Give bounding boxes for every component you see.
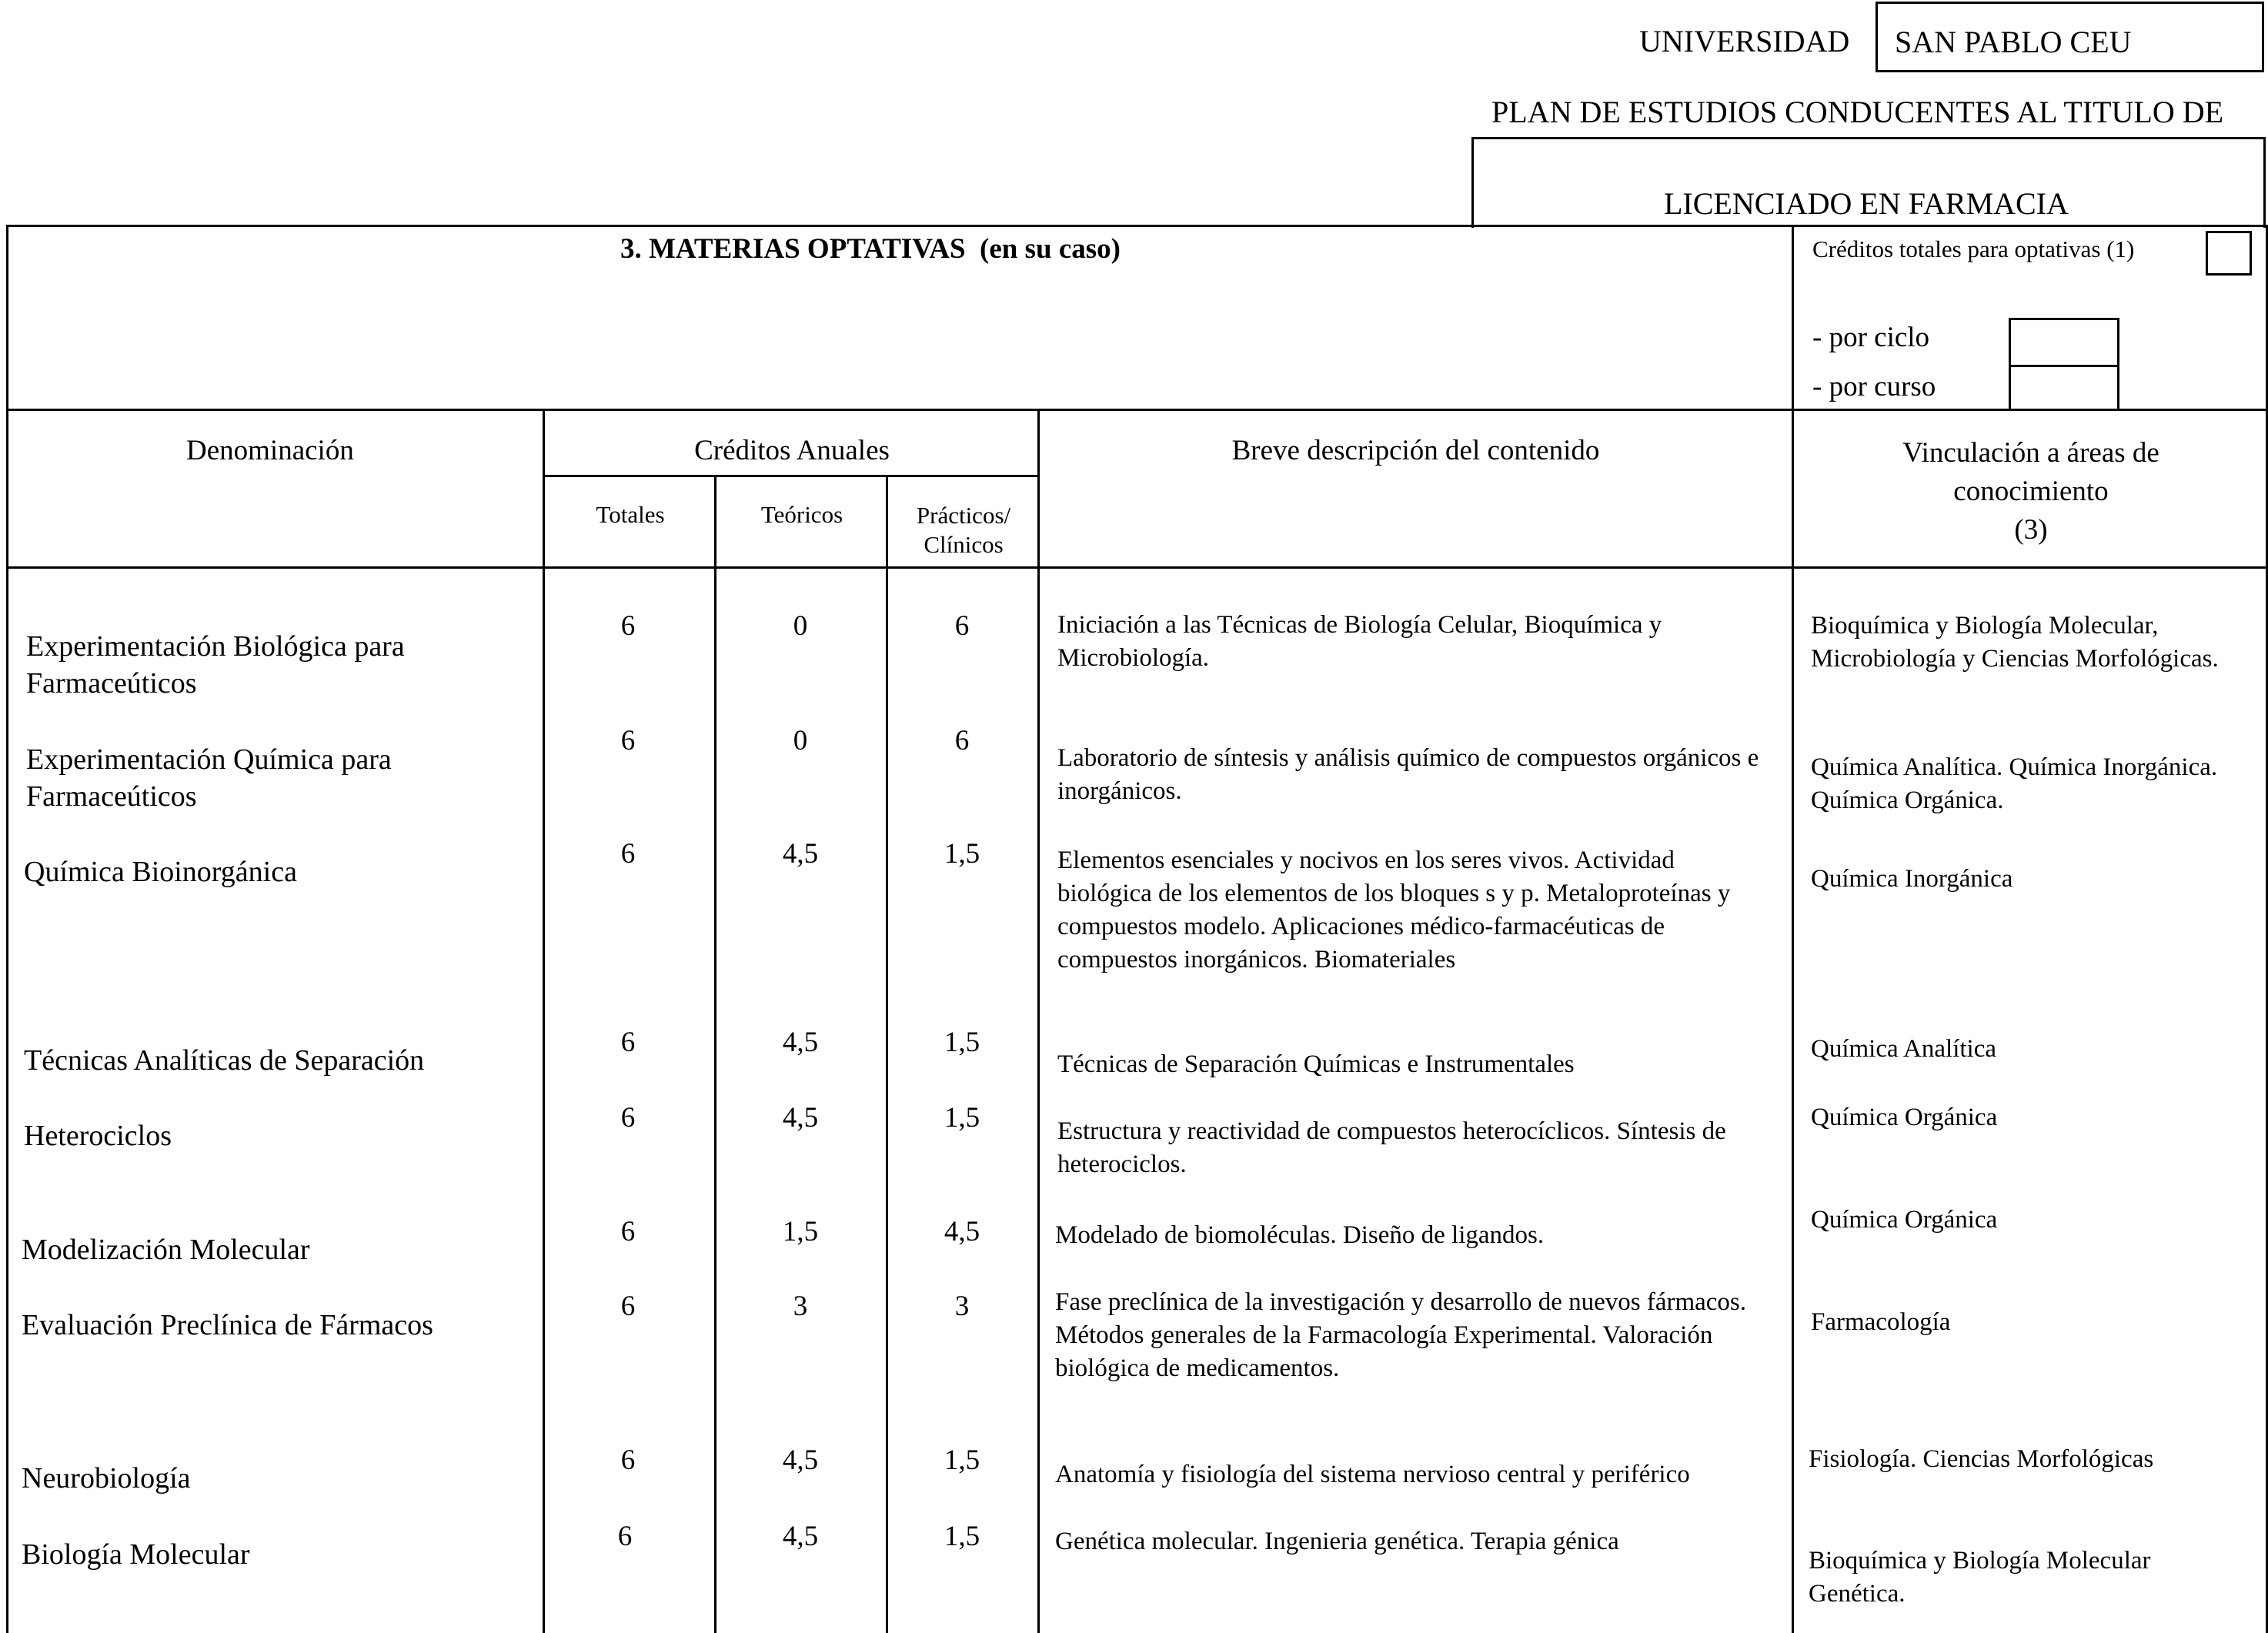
row-1-area: Bioquímica y Biología Molecular, Microbiología y Ciencias Morfológicas. [1811, 612, 2219, 673]
row-7-area: Farmacología [1811, 1308, 1951, 1336]
row-7-totales: 6 [620, 1291, 636, 1322]
row-6-area: Química Orgánica [1811, 1206, 1998, 1234]
header-creditos-divider [543, 475, 1039, 477]
header-practicos: Prácticos/ Clínicos [916, 502, 1011, 558]
row-9-descripcion: Genética molecular. Ingenieria genética. Terapia génica [1055, 1528, 1619, 1555]
row-8-totales: 6 [620, 1444, 636, 1476]
row-7-practicos: 3 [954, 1291, 970, 1322]
row-5-totales: 6 [620, 1102, 636, 1134]
row-3-area: Química Inorgánica [1811, 865, 2013, 893]
row-7-teoricos: 3 [793, 1291, 808, 1322]
row-1-practicos: 6 [954, 610, 970, 642]
row-3-teoricos: 4,5 [782, 838, 819, 870]
universidad-label: UNIVERSIDAD [1639, 24, 1850, 58]
row-1-teoricos: 0 [793, 610, 808, 642]
row-6-totales: 6 [620, 1216, 636, 1247]
row-6-practicos: 4,5 [944, 1216, 980, 1247]
row-1-descripcion: Iniciación a las Técnicas de Biología Celular, Bioquímica y Microbiología. [1057, 611, 1662, 672]
row-8-name: Neurobiología [22, 1462, 191, 1494]
header-teoricos: Teóricos [760, 501, 843, 528]
row-8-practicos: 1,5 [944, 1444, 980, 1476]
header-creditos-anuales: Créditos Anuales [694, 435, 890, 466]
row-2-name: Experimentación Química para Farmaceúticos [26, 743, 392, 813]
header-divider-bottom [6, 566, 2268, 569]
row-5-name: Heterociclos [24, 1120, 172, 1152]
header-denominacion: Denominación [186, 435, 354, 466]
row-6-name: Modelización Molecular [22, 1234, 310, 1266]
titulo-field [1471, 137, 2266, 228]
row-4-teoricos: 4,5 [782, 1027, 819, 1058]
row-8-descripcion: Anatomía y fisiología del sistema nervioso central y periférico [1055, 1461, 1690, 1488]
row-3-descripcion: Elementos esenciales y nocivos en los seres vivos. Actividad biológica de los elementos de los bloques s y p. Metaloproteínas y compuestos modelo. Aplicaciones médico-farmacéuticas de compuestos inorgánicos. Biomateriales [1057, 847, 1731, 973]
row-4-practicos: 1,5 [944, 1027, 980, 1058]
creditos-totales-box [2206, 231, 2252, 276]
row-3-totales: 6 [620, 838, 636, 870]
row-7-descripcion: Fase preclínica de la investigación y desarrollo de nuevos fármacos. Métodos generales de la Farmacología Experimental. Valoración biológica de medicamentos. [1055, 1288, 1747, 1382]
row-9-practicos: 1,5 [944, 1521, 980, 1552]
row-9-teoricos: 4,5 [782, 1521, 819, 1552]
row-8-area: Fisiología. Ciencias Morfológicas [1809, 1445, 2154, 1473]
row-4-descripcion: Técnicas de Separación Químicas e Instrumentales [1057, 1050, 1575, 1078]
row-7-name: Evaluación Preclínica de Fármacos [22, 1309, 433, 1341]
universidad-value: SAN PABLO CEU [1895, 25, 2132, 59]
header-totales: Totales [596, 501, 665, 528]
titulo-value: LICENCIADO EN FARMACIA [1664, 186, 2069, 221]
por-ciclo-label: - por ciclo [1812, 322, 1930, 353]
por-curso-box [2009, 365, 2119, 411]
row-5-area: Química Orgánica [1811, 1104, 1998, 1131]
row-3-practicos: 1,5 [944, 838, 980, 870]
plan-label: PLAN DE ESTUDIOS CONDUCENTES AL TITULO DE [1491, 95, 2224, 129]
row-6-descripcion: Modelado de biomoléculas. Diseño de ligandos. [1055, 1221, 1545, 1249]
row-2-descripcion: Laboratorio de síntesis y análisis químico de compuestos orgánicos e inorgánicos. [1057, 744, 1759, 805]
row-4-name: Técnicas Analíticas de Separación [24, 1044, 425, 1077]
row-5-teoricos: 4,5 [782, 1102, 819, 1134]
divider-totales [714, 475, 716, 1633]
row-4-area: Química Analítica [1811, 1035, 1997, 1063]
row-5-practicos: 1,5 [944, 1102, 980, 1134]
row-3-name: Química Bioinorgánica [24, 856, 297, 888]
row-1-name: Experimentación Biológica para Farmaceúticos [26, 630, 405, 700]
row-9-name: Biología Molecular [22, 1538, 250, 1571]
row-6-teoricos: 1,5 [782, 1216, 819, 1247]
header-vinculacion: Vinculación a áreas de conocimiento (3) [1902, 437, 2159, 546]
header-descripcion: Breve descripción del contenido [1231, 435, 1600, 466]
row-2-totales: 6 [620, 725, 636, 756]
por-curso-label: - por curso [1812, 371, 1936, 402]
row-5-descripcion: Estructura y reactividad de compuestos heterocíclicos. Síntesis de heterociclos. [1057, 1117, 1726, 1178]
section-title: 3. MATERIAS OPTATIVAS (en su caso) [620, 233, 1121, 265]
header-divider-top [6, 409, 2268, 411]
divider-denominacion [543, 409, 545, 1633]
universidad-field [1876, 2, 2264, 72]
row-9-totales: 6 [617, 1521, 633, 1552]
row-1-totales: 6 [620, 610, 636, 642]
row-4-totales: 6 [620, 1027, 636, 1058]
row-2-teoricos: 0 [793, 725, 808, 756]
row-8-teoricos: 4,5 [782, 1444, 819, 1476]
por-ciclo-box [2009, 318, 2119, 367]
creditos-totales-label: Créditos totales para optativas (1) [1812, 235, 2135, 262]
row-9-area: Bioquímica y Biología Molecular Genética. [1809, 1547, 2151, 1608]
row-2-area: Química Analítica. Química Inorgánica. Química Orgánica. [1811, 753, 2218, 814]
row-2-practicos: 6 [954, 725, 970, 756]
